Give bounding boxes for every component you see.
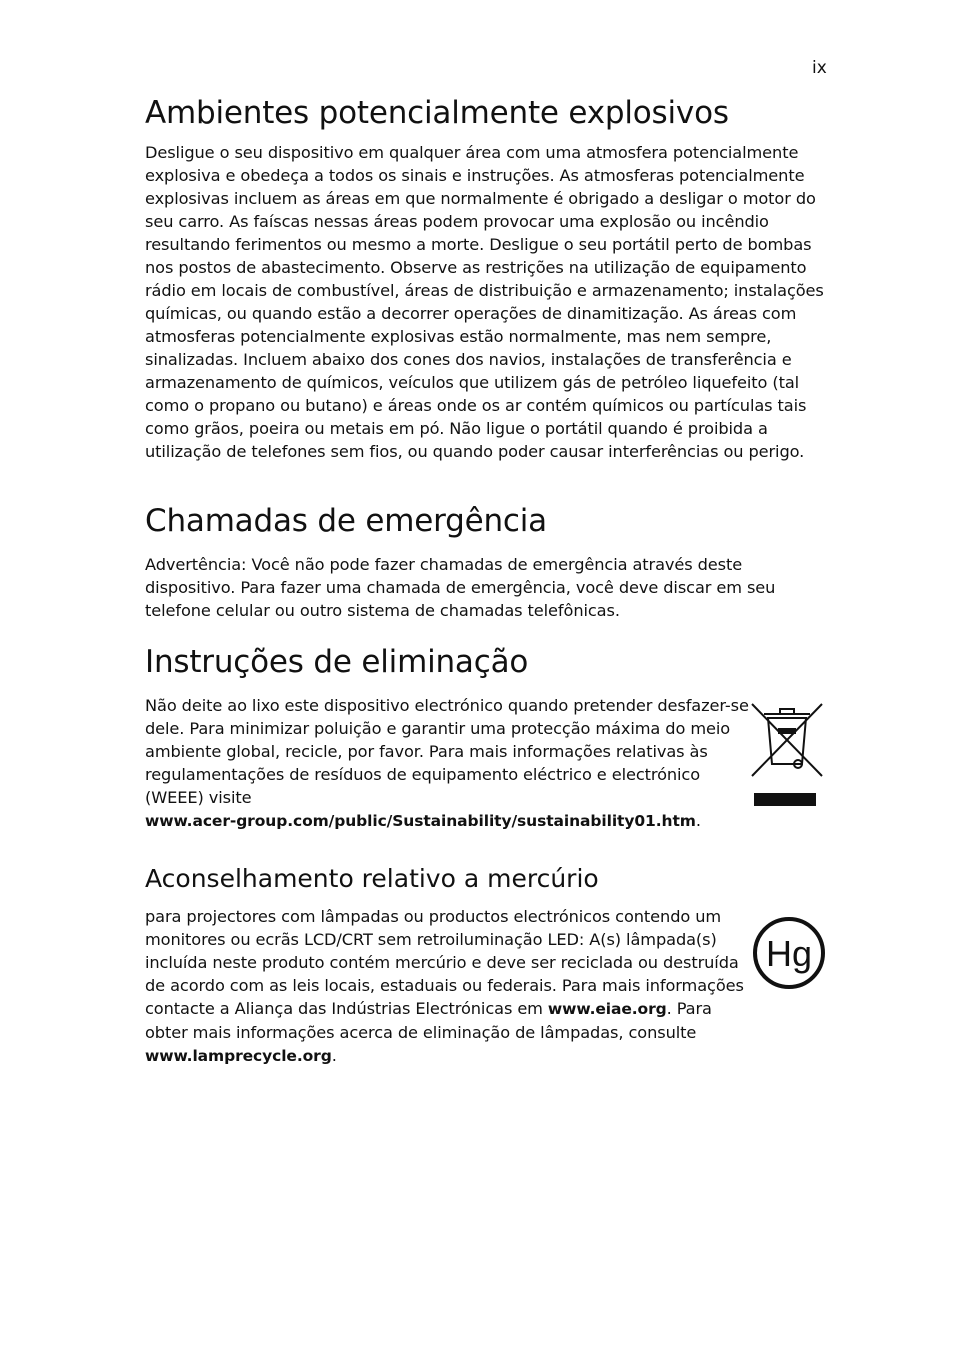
mercury-title: Aconselhamento relativo a mercúrio (145, 864, 599, 893)
disposal-title: Instruções de eliminação (145, 644, 529, 680)
disposal-body (145, 694, 750, 833)
page-number: ix (812, 58, 827, 78)
disposal-period: . (695, 811, 701, 830)
disposal-text: Não deite ao lixo este dispositivo electrónico quando pretender desfazer-se dele. Para minimizar poluição e garantir uma protecção máxima do meio ambiente global, recicle, por favor. Para mais informações relativas às regulamentações de resíduos de equipamento eléctrico e electrónico (WEEE) visite (145, 696, 749, 807)
eiae-link[interactable]: www.eiae.org (547, 1000, 667, 1018)
mercury-period: . (331, 1046, 337, 1065)
acer-sustainability-link[interactable]: www.acer-group.com/public/Sustainability/sustainability01.htm (145, 812, 696, 830)
explosive-title: Ambientes potencialmente explosivos (145, 95, 729, 131)
emergency-text: Você não pode fazer chamadas de emergência através deste dispositivo. Para fazer uma chamada de emergência, você deve discar em seu telefone celular ou outro sistema de chamadas telefônicas. (145, 555, 776, 620)
mercury-body (145, 905, 750, 1068)
emergency-title: Chamadas de emergência (145, 503, 547, 539)
explosive-body: Desligue o seu dispositivo em qualquer área com uma atmosfera potencialmente explosiva e obedeça a todos os sinais e instruções. As atmosferas potencialmente explosivas incluem as áreas em que normalmente é obrigado a desligar o motor do seu carro. As faíscas nessas áreas podem provocar uma explosão ou incêndio resultando ferimentos ou mesmo a morte. Desligue o seu portátil perto de bombas nos postos de abastecimento. Observe as restrições na utilização de equipamento rádio em locais de combustível, áreas de distribuição e armazenamento; instalações químicas, ou quando estão a decorrer operações de dinamitização. As áreas com atmosferas potencialmente explosivas estão normalmente, mas nem sempre, sinalizadas. Incluem abaixo dos cones dos navios, instalações de transferência e armazenamento de químicos, veículos que utilizem gás de petróleo liquefeito (tal como o propano ou butano) e áreas onde os ar contém químicos ou partículas tais como grãos, poeira ou metais em pó. Não ligue o portátil quando é proibida a utilização de telefones sem fios, ou quando poder causar interferências ou perigo. (145, 143, 824, 461)
mercury-text-2: . Para obter mais informações acerca de eliminação de lâmpadas, consulte (145, 999, 712, 1042)
weee-crossed-bin-icon (748, 700, 826, 814)
mercury-text-1: para projectores com lâmpadas ou productos electrónicos contendo um monitores ou ecrãs LCD/CRT sem retroiluminação LED: A(s) lâmpada(s) incluída neste produto contém mercúrio e deve ser reciclada ou destruída de acordo com as leis locais, estaduais ou federais. Para mais informações contacte a Aliança das Indústrias Electrónicas em (145, 907, 744, 1018)
emergency-body (145, 553, 835, 622)
warning-label: Advertência: (145, 555, 247, 574)
mercury-hg-icon (751, 915, 827, 995)
hg-symbol-text: Hg (765, 933, 813, 974)
lamprecycle-link[interactable]: www.lamprecycle.org (145, 1047, 332, 1065)
